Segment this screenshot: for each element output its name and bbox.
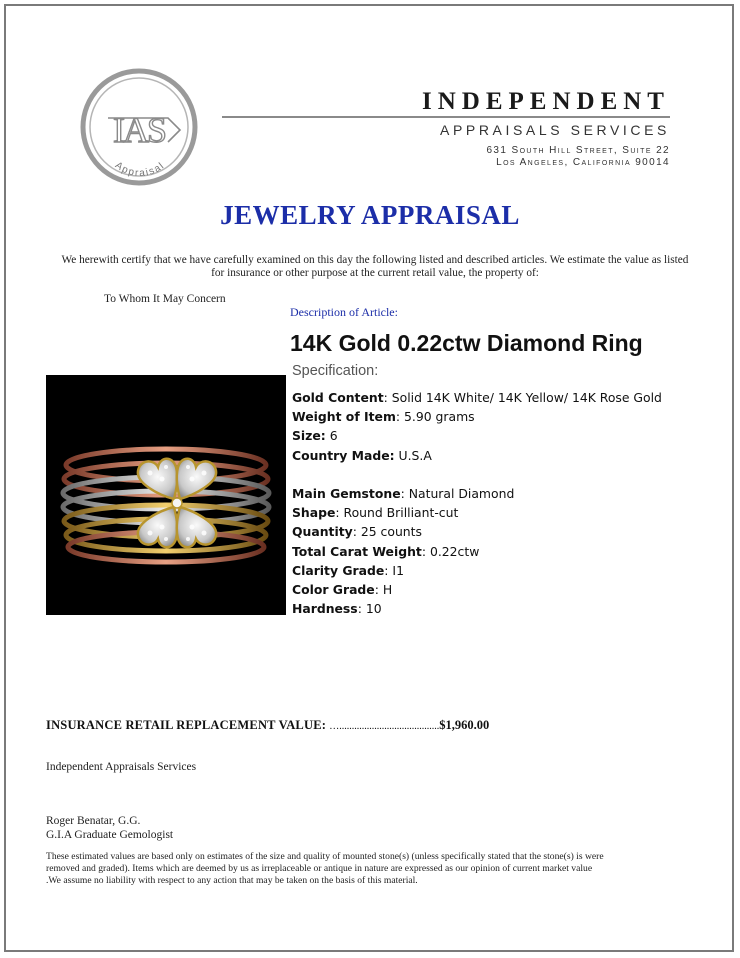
spec-key: Quantity [292,524,353,540]
spec-key: Clarity Grade [292,562,385,578]
logo-letters: IAS [112,110,166,150]
spec-value: 6 [329,428,338,444]
spec-row [292,407,712,426]
insurance-value-amount: $1,960.00 [439,718,490,732]
insurance-value-label: INSURANCE RETAIL REPLACEMENT VALUE: [46,718,327,732]
spec-value: 5.90 grams [404,409,475,425]
spec-key: Color Grade [292,582,375,598]
spec-separator: : [374,582,383,598]
spec-row [292,484,712,503]
spec-key: Hardness [292,601,358,617]
company-address-line2: Los Angeles, California 90014 [496,157,670,168]
spec-spacer [292,465,712,484]
spec-row [292,446,712,465]
spec-row [292,542,712,561]
spec-separator: : [335,505,344,521]
spec-value: 25 counts [360,524,422,540]
recipient: To Whom It May Concern [104,293,226,305]
ring-photo [46,375,286,615]
document-title: JEWELRY APPRAISAL [220,200,520,230]
spec-row [292,580,712,599]
company-subtitle: APPRAISALS SERVICES [440,122,670,138]
spec-row [292,426,712,445]
spec-key: Weight of Item [292,409,396,425]
spec-key: Size: [292,428,326,444]
specification-label: Specification: [292,363,379,379]
logo-ring-text: Appraisal [112,160,168,180]
spec-separator: : [352,524,361,540]
spec-separator: : [383,390,392,405]
spec-row [292,561,712,580]
spec-row [292,503,712,522]
disclaimer: These estimated values are based only on estimates of the size and quality of mounted stone(s) (unless specifically stated that the stone(s) is were removed and graded). Items which are deemed by us as irreplaceable or antique in nature are expressed as our opinion of current market value .We assume no liability with respect to any action that may be taken on the basis of this material. [46,851,604,886]
header-divider [222,116,670,118]
spec-key: Main Gemstone [292,486,401,501]
company-address-line1: 631 South Hill Street, Suite 22 [486,145,670,156]
spec-value: H [382,582,393,598]
signature-company: Independent Appraisals Services [46,761,197,773]
spec-separator: : [395,409,404,425]
spec-row [292,599,712,618]
spec-value: U.S.A [398,447,432,463]
specification-list [292,388,712,618]
signer-name: Roger Benatar, G.G. [46,815,141,827]
spec-key: Total Carat Weight [292,543,422,559]
spec-separator: : [357,601,366,617]
spec-row [292,388,712,407]
description-label: Description of Article: [290,305,398,319]
company-name: INDEPENDENT [422,88,670,115]
signer-title: G.I.A Graduate Gemologist [46,829,174,841]
spec-separator: : [421,543,430,559]
insurance-value-leader: …........................................ [329,721,440,732]
spec-value: 10 [365,601,382,617]
certification-intro: We herewith certify that we have carefully examined on this day the following listed and described articles. We estimate the value as listed for insurance or other purpose at the current retail value, the property of: [61,254,689,279]
spec-separator: : [400,486,409,501]
spec-value: Natural Diamond [408,486,515,501]
signer-block [46,814,173,842]
spec-value: 0.22ctw [429,543,480,559]
ias-logo [80,68,198,186]
spec-value: Round Brilliant-cut [343,505,459,521]
spec-key: Shape [292,505,336,521]
spec-value: I1 [392,562,404,578]
insurance-value-line [46,718,489,733]
spec-row [292,522,712,541]
spec-separator: : [384,562,393,578]
spec-key: Gold Content [292,390,384,405]
article-title: 14K Gold 0.22ctw Diamond Ring [290,330,643,356]
spec-key: Country Made: [292,447,395,463]
spec-value: Solid 14K White/ 14K Yellow/ 14K Rose Gold [391,390,662,405]
